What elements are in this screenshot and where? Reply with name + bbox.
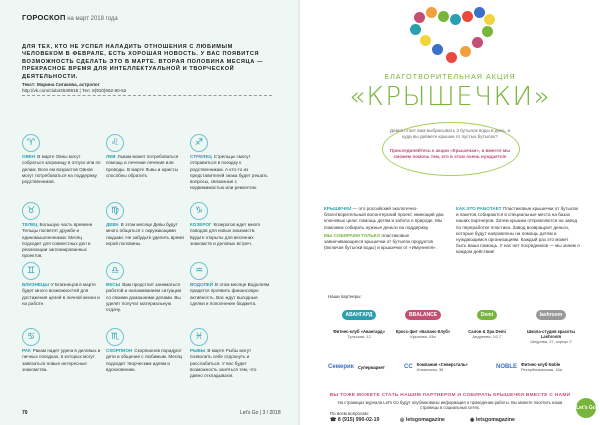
sign-forecast: Скорпионов порадуют дети и общение с любимым. Месяц подходит творческим идеям и вдохновению. [106,348,183,372]
partner-call-subtext: На страницах журнала Let's Go будут опубликованы информация о проведении работы. Вы можете посетить наши страницы в социальных сетях. [337,400,563,411]
sign-name: ЛЕВ [106,154,116,159]
how-it-works-heading: КАК ЭТО РАБОТАЕТ [456,206,502,211]
sign-text [190,222,270,247]
partner-logo-text: АВАНГАРД [342,310,377,320]
collect-text: пластиковые завинчивающиеся крышечки от бутылок продуктов (включая бутылки воды) и крышечки от «Имуннеля». [324,232,437,251]
campaign-title: «КРЫШЕЧКИ» [348,82,552,112]
campaign-kicker: БЛАГОТВОРИТЕЛЬНАЯ АКЦИЯ [384,72,516,81]
partner-logo: CC [404,364,413,370]
partner-logo-text: Demi [477,310,497,320]
sign-name: ВОДОЛЕЙ [190,282,214,287]
sign-name: КОЗЕРОГ [190,222,212,227]
phone-number: 8 (915) 990-02-19 [337,417,380,423]
divider [22,95,272,96]
section-date: на март 2018 года [67,16,118,22]
social-2-text: letsgomagazine [475,417,515,423]
sign-9 [190,134,270,192]
sign-text [106,348,186,373]
sign-text [190,282,270,307]
partner-address: Республиканская, 16а [521,367,563,372]
partner-logo-text: lashroom [536,310,567,320]
sign-forecast: В этом месяце Водолеям придется проявить финансовую активность. Вас ждут выгодные сделки и пополнение бюджета. [190,282,270,306]
sign-forecast: В этом месяце Девы будут много общаться с окружающими людьми. Не забудьте уделить время игрой половины. [106,222,184,246]
sign-text [106,222,186,247]
partner-name: Кросс-фит «Баланс-Клуб» [395,329,451,334]
partner-address: Тульская, 12 [347,334,371,339]
sign-text [190,348,270,379]
sign-10 [190,202,270,247]
sign-name: СТРЕЛЕЦ [190,154,212,159]
zodiac-icon: ♐ [190,134,208,152]
intro-text: ДЛЯ ТЕХ, КТО НЕ УСПЕЛ НАЛАДИТЬ ОТНОШЕНИЯ С ЛЮБИМЫМ ЧЕЛОВЕКОМ В ФЕВРАЛЕ, ЕСТЬ ХОРОШАЯ НОВОСТЬ. У ВАС ПОЯВИТСЯ ВОЗМОЖНОСТЬ СДЕЛАТЬ ЭТО В МАРТЕ. ВТОРАЯ ПОЛОВИНА МЕСЯЦА — ПРЕКРАСНОЕ ВРЕМЯ ДЛЯ ИНТЕЛЛЕКТУАЛЬНОЙ И ТВОРЧЕСКОЙ ДЕЯТЕЛЬНОСТИ. [22,44,264,80]
callout-question: Давно стоит вам выбрасывать 3 бутылок воды в день, а куда вы деваете крышки от пустых бутылок? [389,128,511,139]
sign-1 [22,134,102,185]
author-credit [22,82,272,94]
paragraph-what-we-collect [324,233,448,252]
partner-logo [392,302,454,328]
partner-address: Крылова, 43а [410,334,436,339]
heart-of-caps-image [406,6,494,66]
partner-4 [520,302,582,344]
social-handle-2: ◉ letsgomagazine [470,417,515,423]
sign-forecast: Ракам надет удача в деловых и личных поездках, в которых могут завязаться новые интересные знакомства. [22,348,101,372]
partner-name: Супермаркет [357,364,385,370]
sign-forecast: Стрельцы смогут отправиться в поездку к родственникам. А кто-то из представителей знака будет решать вопросы, связанные с недвижимостью или ремонтом. [190,154,268,191]
partner-address: Андреева, 1/2 Г [472,334,502,339]
lead-we-collect: МЫ СОБИРАЕМ ТОЛЬКО [324,232,381,238]
sign-forecast: В марте Овны могут собраться заграницу в отпуск или по делам. Всех ем возрастов Овнов могут потребоваться на поддержку родственников. [22,154,101,185]
article-column-2 [456,206,580,258]
sign-7 [106,262,186,313]
credit-author: Текст: Марина Сигакова, астролог [22,82,100,87]
sign-forecast: У Близнецов в марте будет много возможностей для достижения целей в личной жизни и на работе. [22,282,100,306]
sign-text [22,282,102,307]
paragraph-about [324,206,448,231]
sign-text [22,154,102,185]
sign-12 [190,328,270,379]
sign-name: СКОРПИОН [106,348,133,353]
sign-text [106,282,186,313]
zodiac-icon: ♍ [106,202,124,220]
zodiac-icon: ♓ [190,328,208,346]
partner-name: Фитнес-клуб «Авангард» [333,329,385,334]
partner-b-1 [328,356,385,378]
social-handle-1: ◎ letsgomagazine [400,417,445,423]
article-column-1 [324,206,448,253]
sign-forecast: Козерогов ждет много поводов для новых знакомств. Будьте открыты для весенних знакомств и деловых встреч. [190,222,261,246]
partner-logo [328,302,390,328]
partner-logo: Семерик [328,364,354,370]
sign-forecast: В марте Рыбы могут позволить себе отдохнуть и расслабиться. У вас будет возможность заняться тем, что давно откладывали. [190,348,257,379]
sign-forecast: Большую часть времени Тельцы посвятят дружбе и единомышленникам. Месяц подходит для совместных дел и реализации запланированных проектов. [22,222,93,259]
partner-name: Салон & Spa Demi [468,329,506,334]
magazine-badge: Let's Go [576,398,596,418]
zodiac-icon: ♊ [22,262,40,280]
partner-name: Школа-студия красоты Lashroom [526,329,576,339]
zodiac-icon: ♎ [106,262,124,280]
callout-invite: Присоединяйтесь к акции «Крышечки», и вместе мы сможем помочь тем, кто в этом очень нуждается! [389,148,511,159]
sign-5 [106,134,186,179]
page-number: 70 [22,410,28,416]
zodiac-icon: ♉ [22,202,40,220]
partner-b-3 [496,356,562,378]
zodiac-icon: ♒ [190,262,208,280]
sign-forecast: Вам предстоит заниматься работой и налаживанием ситуации со своими домашними делами. Вы уделят получат материальную отдачу. [106,282,182,313]
section-header [22,13,118,22]
zodiac-icon: ♏ [106,328,124,346]
partner-name: Компания «Северсталь» [416,362,468,367]
sign-name: РЫБЫ [190,348,206,353]
about-text: — это российский экологично-благотворительный волонтерский проект, имеющий два ключевых цели: помощь детям и забота о природе. Мы поможем собирать нужные деньги на поддержку. [324,206,444,230]
partner-1 [328,302,390,339]
magazine-issue: Let's Go | 3 / 2018 [240,410,281,416]
partner-logo-text: BBALANCE [405,310,441,320]
contact-phone: ☎ 8 (915) 990-02-19 [330,417,380,423]
partner-logo: NOBLE [496,364,517,370]
sign-name: РАК [22,348,31,353]
sign-forecast: Львам может потребоваться помощь в лечении лечения или проводы. В марте Львы и юристы способны обратить [106,154,179,178]
section-label: ГОРОСКОП [22,13,66,22]
zodiac-icon: ♌ [106,134,124,152]
right-page [300,0,600,425]
sign-name: ДЕВА [106,222,119,227]
lead-krysheчki: КРЫШЕЧКИ [324,206,352,211]
zodiac-icon: ♑ [190,202,208,220]
sign-4 [22,328,102,373]
partner-logo [456,302,518,328]
how-it-works-text: Пластиковые крышечки от бутылок и пакетов собираются в специальные места на базах наших партнеров. Затем крышки отправляются на завод по переработке пластика. Завод возвращает деньги, которые будут направлены на помощь детям и нуждающимся организациям. Каждый раз это может быть ваша помощь. У нас нет посредников — мы знаем о каждом действии! [456,206,580,255]
credit-contact: http://vk.com/club44546918 | Тел. 8(910)662-60-52 [22,88,127,93]
sign-name: ТЕЛЕЦ [22,222,38,227]
sign-8 [106,328,186,373]
sign-11 [190,262,270,307]
partner-logo [520,302,582,328]
partners-label: Наши партнеры: [328,294,362,299]
partner-address: Шнурова, 27, корпус 2 [530,339,572,344]
sign-text [190,154,270,192]
sign-text [22,348,102,373]
sign-name: БЛИЗНЕЦЫ [22,282,49,287]
paragraph-how-it-works [456,206,580,256]
partner-2 [392,302,454,339]
partner-3 [456,302,518,339]
partner-b-2 [404,356,468,378]
sign-name: ВЕСЫ [106,282,121,287]
partner-address: Ильинская, 38 [416,367,444,372]
partner-call-to-action: ВЫ ТОЖЕ МОЖЕТЕ СТАТЬ НАШИМ ПАРТНЕРОМ И СОБИРАТЬ КРЫШЕЧКИ ВМЕСТЕ С НАМИ [329,393,571,398]
sign-text [22,222,102,260]
partner-name: Фитнес-клуб Noble [521,362,561,367]
sign-text [106,154,186,179]
zodiac-icon: ♋ [22,328,40,346]
contact-label: По всем вопросам: [330,411,369,416]
sign-2 [22,202,102,260]
sign-6 [106,202,186,247]
social-1-text: letsgomagazine [405,417,445,423]
sign-name: ОВЕН [22,154,36,159]
sign-3 [22,262,102,307]
zodiac-icon: ♈ [22,134,40,152]
